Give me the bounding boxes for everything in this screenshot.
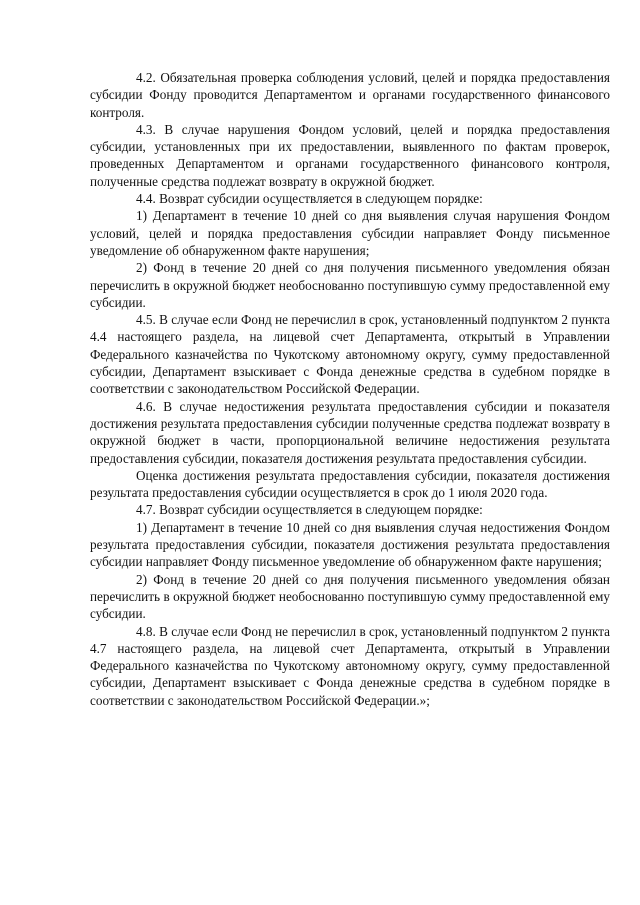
paragraph-4-4: 4.4. Возврат субсидии осуществляется в следующем порядке:	[136, 191, 483, 207]
paragraph-4-7-item-2: 2) Фонд в течение 20 дней со дня получения письменного уведомления обязан перечислить в окружной бюджет необоснованно поступившую сумму предоставленной ему субсидии.	[90, 571, 610, 622]
paragraph-4-3: 4.3. В случае нарушения Фондом условий, целей и порядка предоставления субсидии, установленных при их предоставлении, выявленного по фактам проверок, проведенных Департаментом и органами государственного финансового контроля, полученные средства подлежат возврату в окружной бюджет.	[90, 121, 610, 189]
paragraph-4-8: 4.8. В случае если Фонд не перечислил в срок, установленный подпунктом 2 пункта 4.7 настоящего раздела, на лицевой счет Департамента, открытый в Управлении Федерального казначейства по Чукотскому автономному округу, сумму предоставленной субсидии, Департамент взыскивает с Фонда денежные средства в судебном порядке в соответствии с законодательством Российской Федерации.»;	[90, 623, 610, 708]
paragraph-assessment: Оценка достижения результата предоставления субсидии, показателя достижения результата предоставления субсидии осуществляется в срок до 1 июля 2020 года.	[90, 467, 610, 501]
paragraph-4-2: 4.2. Обязательная проверка соблюдения условий, целей и порядка предоставления субсидии Фонду проводится Департаментом и органами государственного финансового контроля.	[90, 70, 610, 120]
paragraph-4-4-item-2: 2) Фонд в течение 20 дней со дня получения письменного уведомления обязан перечислить в окружной бюджет необоснованно поступившую сумму предоставленной ему субсидии.	[90, 260, 610, 310]
paragraph-4-4-item-1: 1) Департамент в течение 10 дней со дня выявления случая нарушения Фондом условий, целей и порядка предоставления субсидии направляет Фонду письменное уведомление об обнаруженном факте нарушения;	[90, 208, 610, 258]
paragraph-4-7: 4.7. Возврат субсидии осуществляется в следующем порядке:	[136, 502, 483, 518]
paragraph-4-6: 4.6. В случае недостижения результата предоставления субсидии и показателя достижения результата предоставления субсидии полученные средства подлежат возврату в окружной бюджет в части, пропорциональной величине недостижения результата предоставления субсидии, показателя достижения результата предоставления субсидии.	[90, 398, 610, 466]
paragraph-4-5: 4.5. В случае если Фонд не перечислил в срок, установленный подпунктом 2 пункта 4.4 настоящего раздела, на лицевой счет Департамента, открытый в Управлении Федерального казначейства по Чукотскому автономному округу, сумму предоставленной субсидии, Департамент взыскивает с Фонда денежные средства в судебном порядке в соответствии с законодательством Российской Федерации.	[90, 312, 610, 397]
paragraph-4-7-item-1: 1) Департамент в течение 10 дней со дня выявления случая недостижения Фондом результата предоставления субсидии, показателя достижения результата предоставления субсидии направляет Фонду письменное уведомление об обнаруженном факте нарушения;	[90, 519, 610, 570]
